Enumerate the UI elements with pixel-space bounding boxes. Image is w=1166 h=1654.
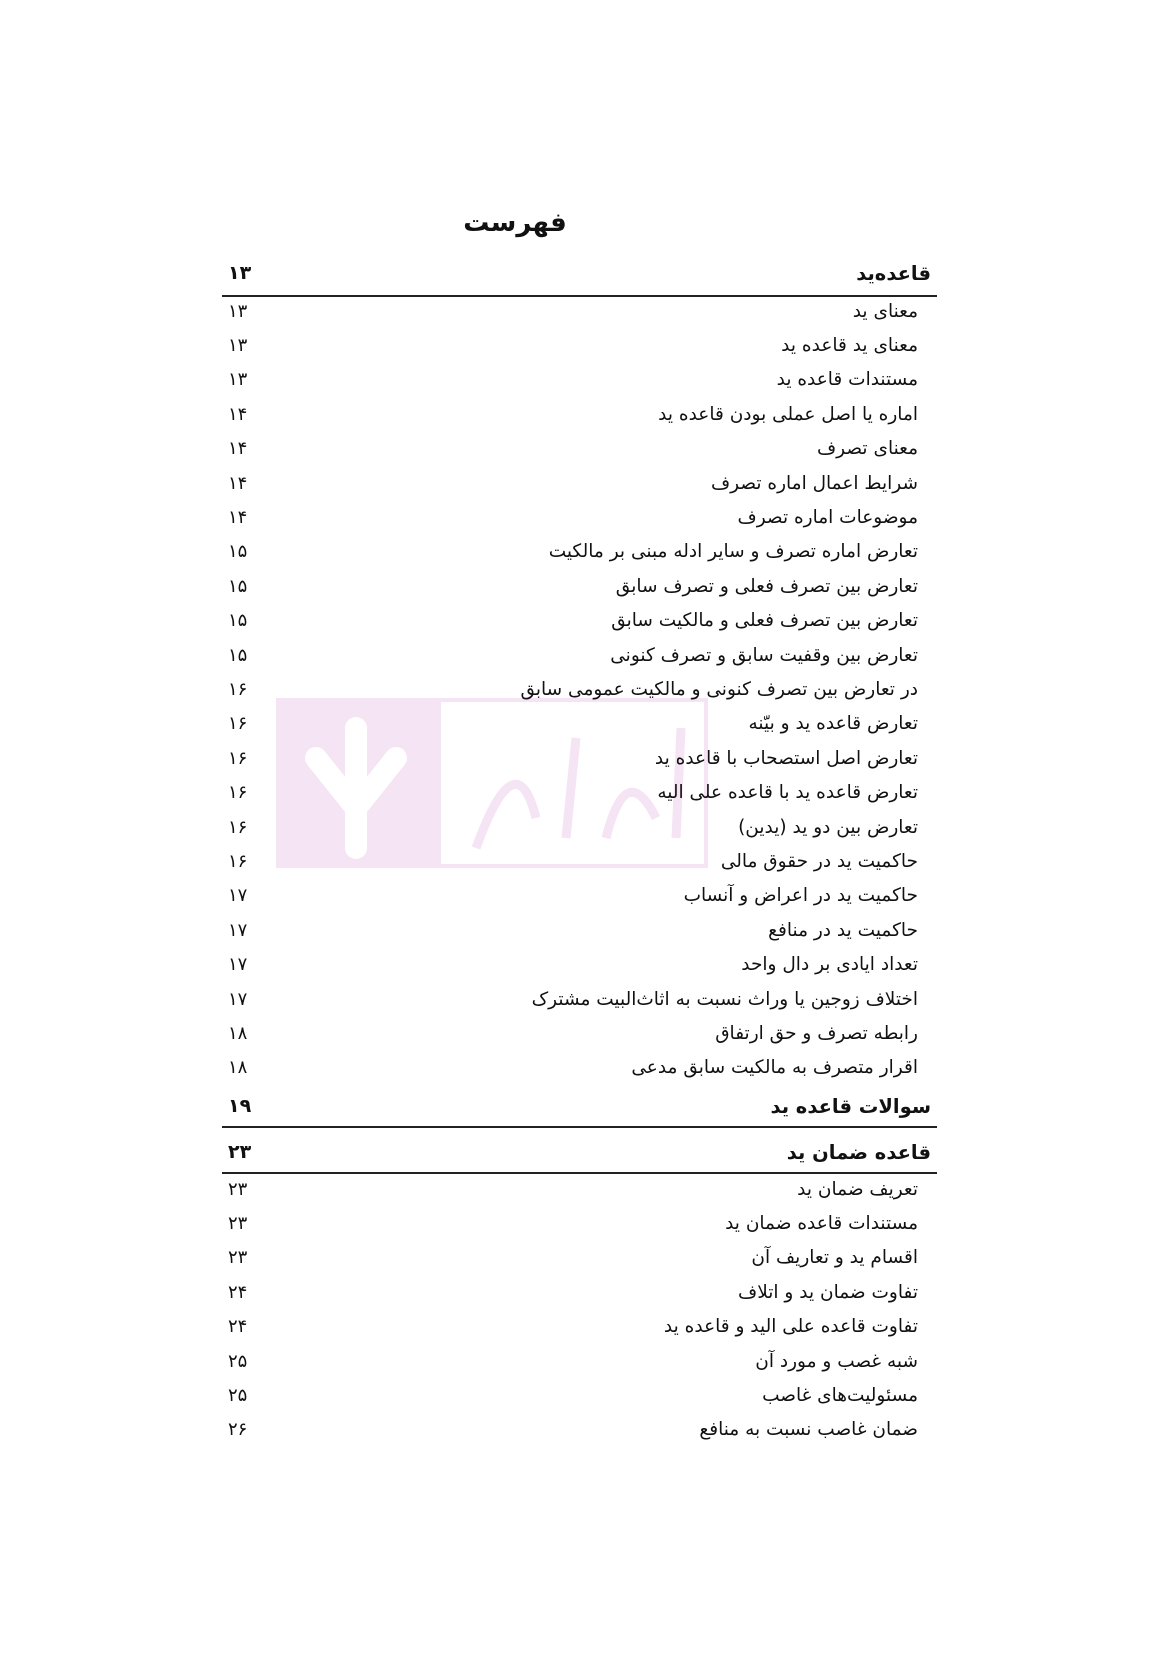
entry-page-number: ۱۳ <box>228 300 248 322</box>
toc-entry[interactable] <box>222 466 937 500</box>
entry-page-number: ۱۳ <box>228 369 248 391</box>
section-title: قاعده ضمان ید <box>786 1140 931 1164</box>
toc-section-heading[interactable] <box>222 1135 937 1169</box>
entry-page-number: ۱۷ <box>228 885 248 907</box>
entry-page-number: ۱۴ <box>228 438 248 460</box>
entry-page-number: ۱۶ <box>228 782 248 804</box>
toc-entry[interactable] <box>222 982 937 1016</box>
entry-title: اقرار متصرف به مالکیت سابق مدعی <box>631 1057 918 1079</box>
entry-page-number: ۱۶ <box>228 816 248 838</box>
toc-entry[interactable] <box>222 1378 937 1412</box>
entry-title: معنای تصرف <box>817 438 918 460</box>
entry-page-number: ۱۶ <box>228 850 248 872</box>
entry-title: معنای ید <box>852 300 918 322</box>
entry-title: تعارض اماره تصرف و سایر ادله مبنی بر مالکیت <box>548 541 918 563</box>
toc-entry[interactable] <box>222 363 937 397</box>
entry-title: موضوعات اماره تصرف <box>737 506 918 528</box>
section-page-number: ۱۹ <box>228 1095 252 1117</box>
entry-title: تعریف ضمان ید <box>797 1178 918 1200</box>
entry-title: شرایط اعمال اماره تصرف <box>710 472 918 494</box>
toc-entry[interactable] <box>222 1344 937 1378</box>
entry-page-number: ۲۳ <box>228 1212 248 1234</box>
entry-page-number: ۲۵ <box>228 1384 248 1406</box>
entry-title: تعارض بین تصرف فعلی و مالکیت سابق <box>611 610 918 632</box>
toc-entry[interactable] <box>222 1275 937 1309</box>
entry-page-number: ۱۶ <box>228 713 248 735</box>
entry-title: تعارض قاعده ید و بیّنه <box>748 713 918 735</box>
entry-page-number: ۲۴ <box>228 1316 248 1338</box>
entry-title: تعارض اصل استصحاب با قاعده ید <box>654 747 918 769</box>
section-divider <box>222 1126 937 1128</box>
toc-entry[interactable] <box>222 913 937 947</box>
section-page-number: ۱۳ <box>228 262 252 284</box>
entry-title: حاکمیت ید در اعراض و آنساب <box>683 885 918 907</box>
entry-title: تفاوت ضمان ید و اتلاف <box>738 1281 918 1303</box>
entry-page-number: ۱۷ <box>228 919 248 941</box>
toc-entry[interactable] <box>222 810 937 844</box>
entry-title: مستندات قاعده ضمان ید <box>725 1212 918 1234</box>
toc-entry[interactable] <box>222 776 937 810</box>
toc-entry[interactable] <box>222 672 937 706</box>
toc-entry[interactable] <box>222 741 937 775</box>
entry-page-number: ۲۳ <box>228 1247 248 1269</box>
entry-title: در تعارض بین تصرف کنونی و مالکیت عمومی سابق <box>520 678 918 700</box>
entry-page-number: ۱۴ <box>228 472 248 494</box>
toc-entry[interactable] <box>222 604 937 638</box>
entry-title: تعارض بین تصرف فعلی و تصرف سابق <box>615 575 918 597</box>
entry-page-number: ۱۵ <box>228 575 248 597</box>
entry-title: اختلاف زوجین یا وراث نسبت به اثاث‌البیت مشترک <box>531 988 918 1010</box>
toc-entry[interactable] <box>222 1172 937 1206</box>
entry-title: تفاوت قاعده علی الید و قاعده ید <box>663 1316 918 1338</box>
toc-entry[interactable] <box>222 707 937 741</box>
entry-page-number: ۱۵ <box>228 610 248 632</box>
entry-page-number: ۱۵ <box>228 644 248 666</box>
entry-page-number: ۱۶ <box>228 678 248 700</box>
toc-entry[interactable] <box>222 328 937 362</box>
entry-title: تعارض قاعده ید با قاعده علی الیه <box>657 782 918 804</box>
entry-title: اقسام ید و تعاریف آن <box>751 1247 918 1269</box>
toc-section-heading[interactable] <box>222 1089 937 1123</box>
toc-entry[interactable] <box>222 948 937 982</box>
entry-title: حاکمیت ید در منافع <box>768 919 918 941</box>
entry-page-number: ۲۴ <box>228 1281 248 1303</box>
entry-page-number: ۲۵ <box>228 1350 248 1372</box>
entry-page-number: ۱۷ <box>228 954 248 976</box>
entry-title: رابطه تصرف و حق ارتفاق <box>715 1022 918 1044</box>
entry-title: معنای ید قاعده ید <box>781 334 918 356</box>
entry-title: تعداد ایادی بر دال واحد <box>741 954 918 976</box>
toc-entry[interactable] <box>222 1310 937 1344</box>
entry-page-number: ۱۷ <box>228 988 248 1010</box>
entry-title: شبه غصب و مورد آن <box>755 1350 918 1372</box>
toc-entry[interactable] <box>222 1051 937 1085</box>
toc-entry[interactable] <box>222 569 937 603</box>
section-page-number: ۲۳ <box>228 1141 252 1163</box>
toc-entry[interactable] <box>222 294 937 328</box>
entry-title: تعارض بین دو ید (یدین) <box>738 816 918 838</box>
toc-entry[interactable] <box>222 397 937 431</box>
entry-title: حاکمیت ید در حقوق مالی <box>720 850 918 872</box>
toc-entry[interactable] <box>222 500 937 534</box>
toc-entry[interactable] <box>222 844 937 878</box>
entry-page-number: ۱۶ <box>228 747 248 769</box>
toc-entry[interactable] <box>222 432 937 466</box>
entry-page-number: ۱۴ <box>228 403 248 425</box>
entry-title: ضمان غاصب نسبت به منافع <box>699 1419 918 1441</box>
entry-page-number: ۱۴ <box>228 506 248 528</box>
toc-entry[interactable] <box>222 638 937 672</box>
entry-page-number: ۱۸ <box>228 1057 248 1079</box>
entry-title: مستندات قاعده ید <box>776 369 918 391</box>
entry-title: تعارض بین وقفیت سابق و تصرف کنونی <box>610 644 918 666</box>
entry-title: مسئولیت‌های غاصب <box>762 1384 918 1406</box>
entry-page-number: ۲۶ <box>228 1419 248 1441</box>
toc-entry[interactable] <box>222 1016 937 1050</box>
toc-entry[interactable] <box>222 1206 937 1240</box>
toc-entry[interactable] <box>222 1241 937 1275</box>
toc-section-heading[interactable] <box>222 256 937 290</box>
section-title: قاعده‌ید <box>856 261 931 285</box>
entry-title: اماره یا اصل عملی بودن قاعده ید <box>658 403 918 425</box>
entry-page-number: ۱۵ <box>228 541 248 563</box>
entry-page-number: ۱۳ <box>228 334 248 356</box>
toc-entry[interactable] <box>222 879 937 913</box>
toc-entry[interactable] <box>222 535 937 569</box>
entry-page-number: ۲۳ <box>228 1178 248 1200</box>
section-title: سوالات قاعده ید <box>770 1094 931 1118</box>
toc-entry[interactable] <box>222 1413 937 1447</box>
page-title: فهرست <box>463 208 567 238</box>
entry-page-number: ۱۸ <box>228 1022 248 1044</box>
